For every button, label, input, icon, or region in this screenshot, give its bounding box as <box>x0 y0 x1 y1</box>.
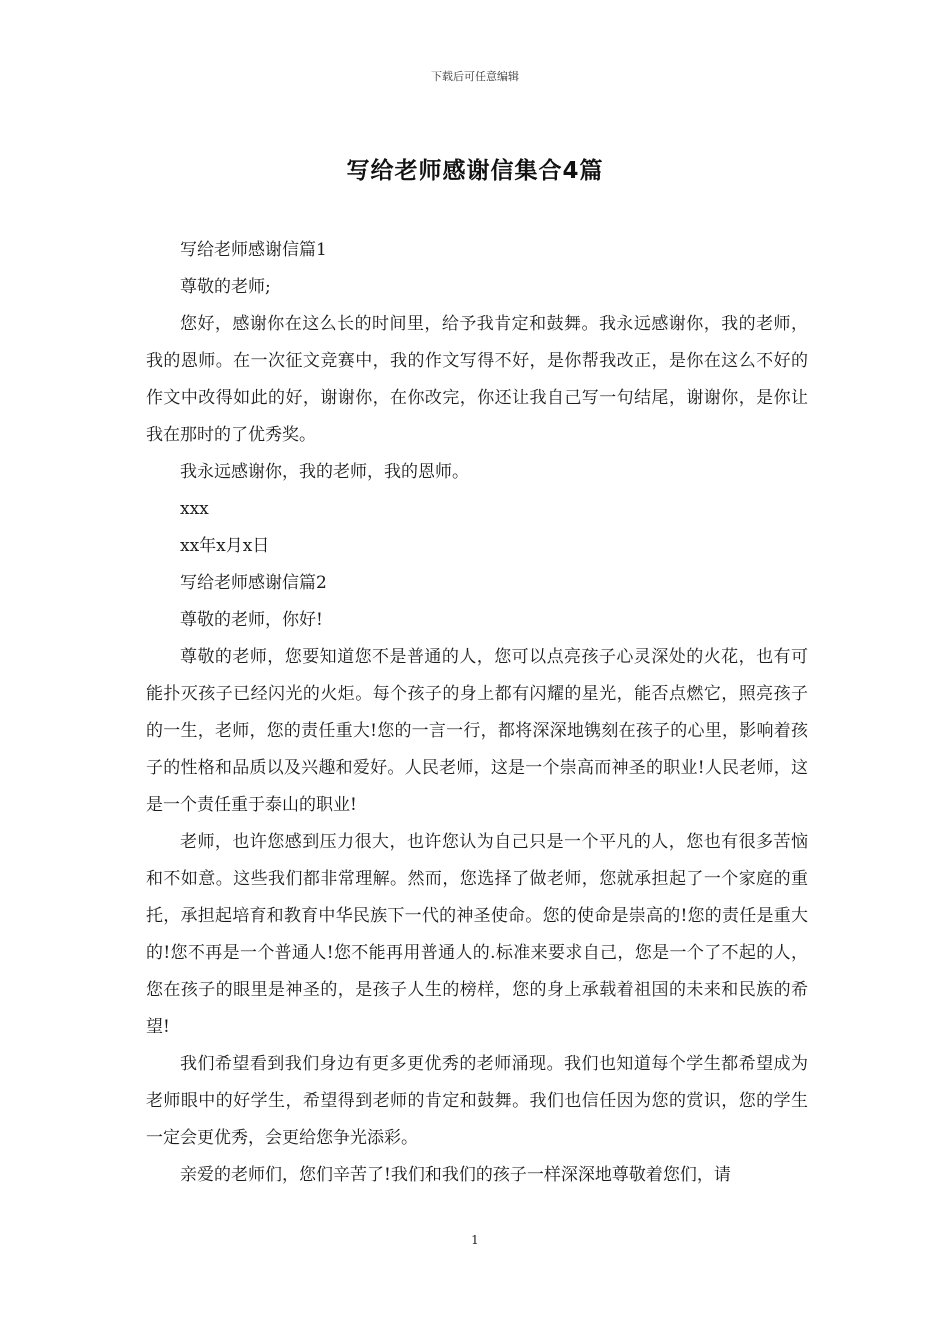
page-number: 1 <box>471 1233 479 1247</box>
body-paragraph: 尊敬的老师，您要知道您不是普通的人，您可以点亮孩子心灵深处的火花，也有可能扑灭孩子已经闪光的火炬。每个孩子的身上都有闪耀的星光，能否点燃它，照亮孩子的一生，老师，您的责任重大!您的一言一行，都将深深地镌刻在孩子的心里，影响着孩子的性格和品质以及兴趣和爱好。人民老师，这是一个崇高而神圣的职业!人民老师，这是一个责任重于泰山的职业! <box>146 647 808 815</box>
section-heading-1: 写给老师感谢信篇1 <box>180 240 327 260</box>
document-title: 写给老师感谢信集合4篇 <box>346 158 604 184</box>
salutation-1: 尊敬的老师; <box>180 277 271 297</box>
signature-date: xx年x月x日 <box>180 536 270 556</box>
section-heading-2: 写给老师感谢信篇2 <box>180 573 327 593</box>
signature-name: xxx <box>180 499 209 519</box>
salutation-2: 尊敬的老师，你好! <box>180 610 323 630</box>
header-note: 下载后可任意编辑 <box>431 70 519 83</box>
body-paragraph: 我们希望看到我们身边有更多更优秀的老师涌现。我们也知道每个学生都希望成为老师眼中的好学生，希望得到老师的肯定和鼓舞。我们也信任因为您的赏识，您的学生一定会更优秀，会更给您争光添彩。 <box>146 1054 808 1148</box>
document-body <box>146 232 808 1194</box>
body-paragraph: 我永远感谢你，我的老师，我的恩师。 <box>180 462 469 482</box>
body-paragraph: 老师，也许您感到压力很大，也许您认为自己只是一个平凡的人，您也有很多苦恼和不如意。这些我们都非常理解。然而，您选择了做老师，您就承担起了一个家庭的重托，承担起培育和教育中华民族下一代的神圣使命。您的使命是崇高的!您的责任是重大的!您不再是一个普通人!您不能再用普通人的.标准来要求自己，您是一个了不起的人，您在孩子的眼里是神圣的，是孩子人生的榜样，您的身上承载着祖国的未来和民族的希望! <box>146 832 808 1037</box>
body-paragraph: 您好，感谢你在这么长的时间里，给予我肯定和鼓舞。我永远感谢你，我的老师，我的恩师。在一次征文竞赛中，我的作文写得不好，是你帮我改正，是你在这么不好的作文中改得如此的好，谢谢你，在你改完，你还让我自己写一句结尾，谢谢你，是你让我在那时的了优秀奖。 <box>146 314 808 445</box>
body-paragraph: 亲爱的老师们，您们辛苦了!我们和我们的孩子一样深深地尊敬着您们，请 <box>180 1165 731 1185</box>
